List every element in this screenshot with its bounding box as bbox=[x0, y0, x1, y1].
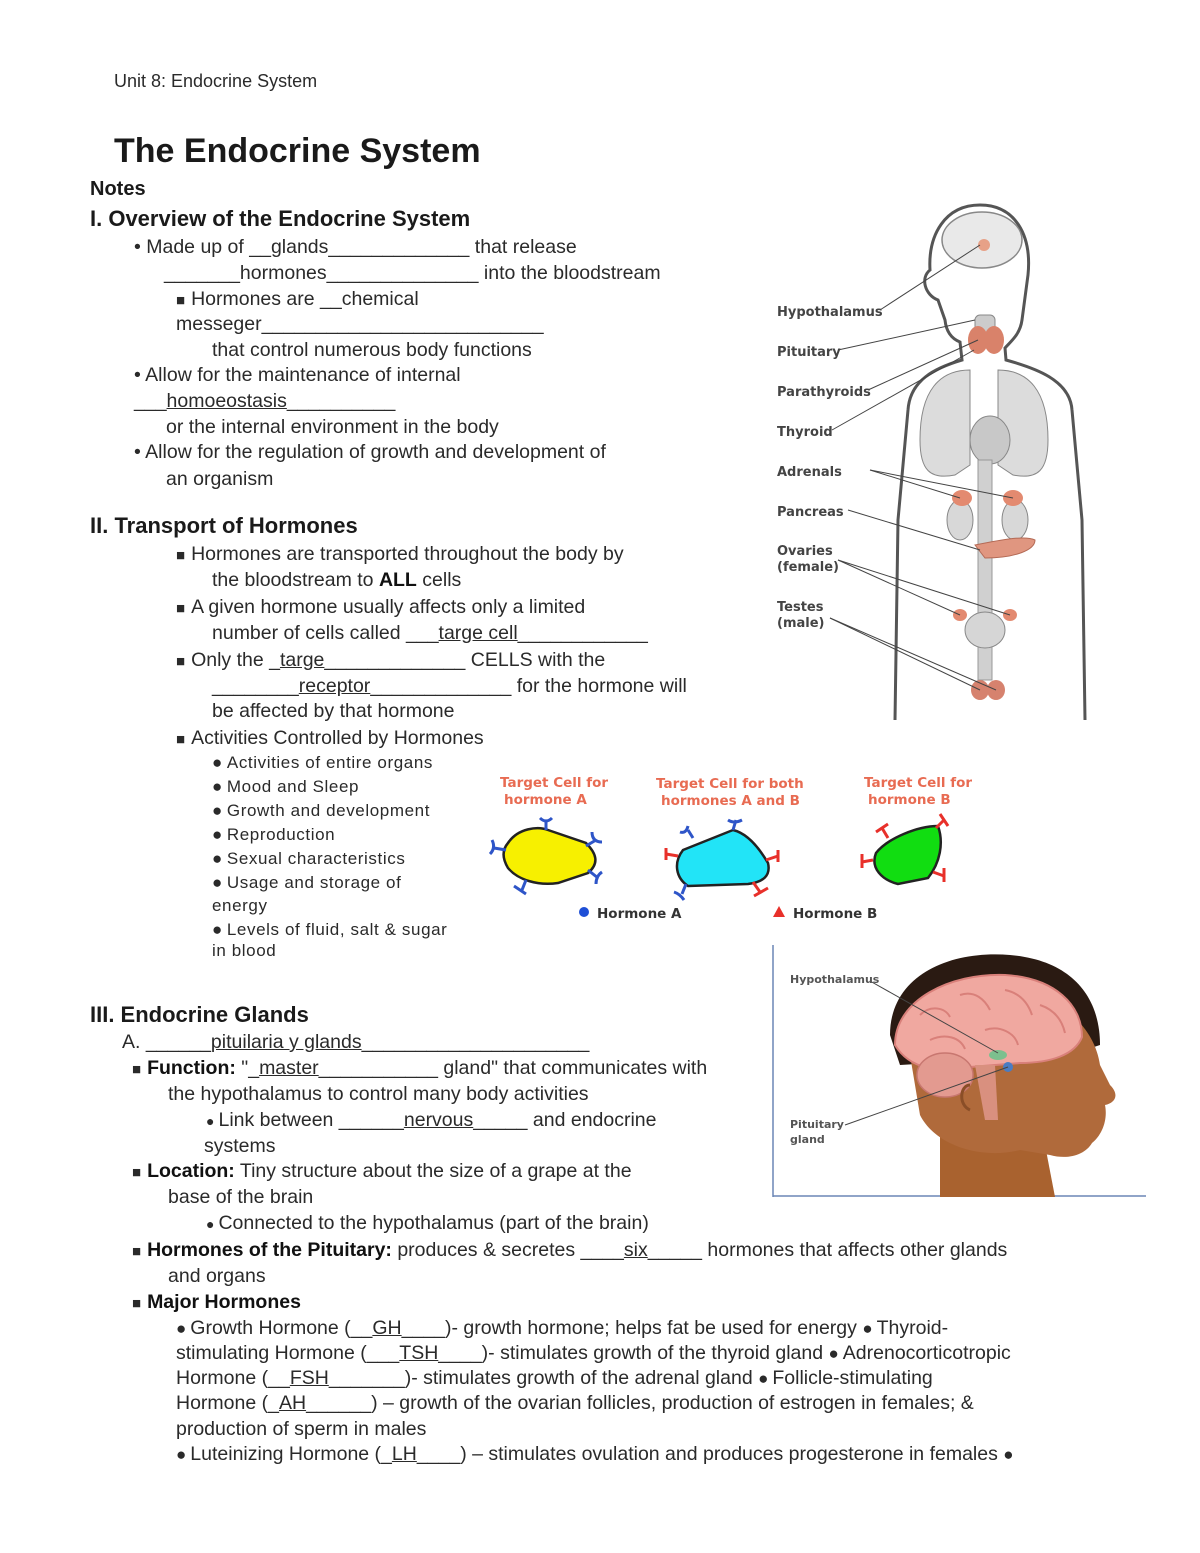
text: Growth and development bbox=[226, 801, 431, 820]
answer: FSH bbox=[289, 1367, 329, 1389]
text: Activities of entire organs bbox=[226, 753, 433, 772]
sec3-line-a bbox=[122, 1029, 589, 1055]
dot-bullet-icon: ● bbox=[206, 1113, 215, 1129]
text: Activities Controlled by Hormones bbox=[191, 727, 484, 749]
text: Follicle-stimulating bbox=[772, 1367, 933, 1389]
text: number of cells called ___ bbox=[212, 622, 439, 644]
text: Allow for the maintenance of internal bbox=[145, 364, 461, 386]
activity-item bbox=[212, 801, 430, 821]
legend-hormone-b: Hormone B bbox=[793, 906, 878, 922]
text: ____)- stimulates growth of the thyroid gland bbox=[438, 1342, 824, 1364]
sec1-line-10: an organism bbox=[166, 468, 274, 490]
sec1-line-5: that control numerous body functions bbox=[212, 339, 532, 361]
label-pituitary: Pituitary bbox=[777, 345, 841, 360]
activity-item bbox=[212, 873, 401, 893]
sec3-location-2: base of the brain bbox=[168, 1186, 314, 1208]
dot-bullet-icon: ● bbox=[212, 873, 223, 892]
section-3-heading: III. Endocrine Glands bbox=[90, 1002, 309, 1027]
sec1-line-4 bbox=[176, 311, 544, 337]
bullet-icon: • bbox=[134, 236, 141, 258]
answer: master bbox=[259, 1057, 319, 1079]
text: Link between ______ bbox=[218, 1109, 404, 1131]
answer: targe bbox=[279, 649, 325, 671]
sec2-line-7: be affected by that hormone bbox=[212, 700, 455, 722]
dot-bullet-icon: ● bbox=[212, 825, 223, 844]
text: Connected to the hypothalamus (part of the brain) bbox=[218, 1212, 649, 1234]
sec3-function-3 bbox=[206, 1107, 657, 1134]
label-thyroid: Thyroid bbox=[777, 425, 833, 440]
text: _____ and endocrine bbox=[473, 1109, 657, 1131]
label-pituitary-2: gland bbox=[790, 1133, 825, 1146]
dot-bullet-icon: ● bbox=[758, 1369, 769, 1388]
blank: _____________________ bbox=[361, 1031, 590, 1053]
text: cells bbox=[416, 569, 462, 591]
cell-a-shape bbox=[504, 828, 596, 884]
activity-item bbox=[212, 825, 335, 845]
activity-item bbox=[212, 753, 433, 773]
hormone-line-1 bbox=[176, 1315, 948, 1342]
text: the bloodstream to bbox=[212, 569, 379, 591]
answer: six bbox=[623, 1239, 648, 1261]
blank: ________ bbox=[212, 675, 299, 697]
blank: ____________ bbox=[517, 622, 648, 644]
label-testes: Testes bbox=[777, 600, 824, 615]
sec3-hormones-pituitary bbox=[132, 1237, 1007, 1265]
hormone-line-5: production of sperm in males bbox=[176, 1418, 427, 1440]
dot-bullet-icon: ● bbox=[212, 920, 223, 939]
text: Hormones are __ bbox=[191, 288, 342, 310]
text: A given hormone usually affects only a limited bbox=[191, 596, 586, 618]
hormone-a-legend-icon bbox=[579, 907, 589, 917]
square-bullet-icon: ■ bbox=[176, 731, 186, 748]
sec2-line-2 bbox=[212, 567, 461, 593]
activity-item bbox=[212, 849, 405, 869]
text: Reproduction bbox=[226, 825, 336, 844]
hormone-line-2 bbox=[176, 1340, 1011, 1367]
text: ______________ into the bloodstream bbox=[326, 262, 661, 284]
text: Hormone (_ bbox=[176, 1392, 279, 1414]
text: Hormones are transported throughout the body by bbox=[191, 543, 624, 565]
answer: TSH bbox=[399, 1342, 439, 1364]
target-cells-figure bbox=[478, 768, 998, 933]
square-bullet-icon: ■ bbox=[132, 1164, 142, 1181]
text: ____) – stimulates ovulation and produces progesterone in females bbox=[416, 1443, 998, 1465]
dot-bullet-icon: ● bbox=[828, 1344, 839, 1363]
blank: ___ bbox=[134, 390, 167, 412]
text: _____________ for the hormone will bbox=[370, 675, 687, 697]
text: stimulating Hormone (___ bbox=[176, 1342, 400, 1364]
square-bullet-icon: ■ bbox=[132, 1243, 142, 1260]
unit-header: Unit 8: Endocrine System bbox=[114, 71, 318, 91]
square-bullet-icon: ■ bbox=[132, 1295, 142, 1312]
answer: chemical bbox=[341, 288, 419, 310]
cell-both-shape bbox=[677, 830, 769, 886]
notes-label: Notes bbox=[90, 178, 146, 200]
text: Sexual characteristics bbox=[226, 849, 406, 868]
label-male: (male) bbox=[777, 616, 825, 631]
answer: homoeostasis bbox=[166, 390, 287, 412]
sec2-line-4 bbox=[212, 620, 648, 646]
head-pituitary-figure bbox=[770, 945, 1148, 1199]
label-parathyroids: Parathyroids bbox=[777, 385, 871, 400]
bullet-icon: • bbox=[134, 441, 141, 463]
sec2-line-3 bbox=[176, 594, 585, 622]
dot-bullet-icon: ● bbox=[176, 1319, 187, 1338]
text: _______ bbox=[164, 262, 240, 284]
text: Tiny structure about the size of a grape at the bbox=[234, 1160, 632, 1182]
text: Luteinizing Hormone (_ bbox=[190, 1443, 392, 1465]
dot-bullet-icon: ● bbox=[212, 849, 223, 868]
text: Made up of __ bbox=[146, 236, 271, 258]
answer: pituilaria y glands bbox=[210, 1031, 362, 1053]
sec3-location-3 bbox=[206, 1210, 649, 1237]
blank: __________________________ bbox=[261, 313, 544, 335]
dot-bullet-icon: ● bbox=[862, 1319, 873, 1338]
text: Hormone (__ bbox=[176, 1367, 290, 1389]
square-bullet-icon: ■ bbox=[176, 292, 186, 309]
legend-hormone-a: Hormone A bbox=[597, 906, 682, 922]
dot-bullet-icon: ● bbox=[212, 801, 223, 820]
answer: AH bbox=[278, 1392, 307, 1414]
hormone-line-6 bbox=[176, 1441, 1018, 1468]
hormone-b-legend-icon bbox=[773, 906, 785, 917]
label: Function: bbox=[147, 1057, 236, 1079]
hormone-line-3 bbox=[176, 1365, 933, 1392]
cell-both-caption-1: Target Cell for both bbox=[656, 776, 804, 792]
sec1-line-3 bbox=[176, 286, 419, 314]
section-2-heading: II. Transport of Hormones bbox=[90, 513, 358, 538]
cell-a-caption-2: hormone A bbox=[504, 792, 587, 808]
sec1-line-1 bbox=[134, 234, 577, 260]
text: Usage and storage of bbox=[226, 873, 402, 892]
endocrine-body-figure bbox=[770, 200, 1100, 720]
sec3-function bbox=[132, 1055, 707, 1083]
cell-a-caption-1: Target Cell for bbox=[500, 775, 609, 791]
label-pituitary-1: Pituitary bbox=[790, 1118, 844, 1131]
text: ______) – growth of the ovarian follicles, production of estrogen in females; & bbox=[306, 1392, 974, 1414]
text: Growth Hormone (__ bbox=[190, 1317, 373, 1339]
label: Hormones of the Pituitary: bbox=[147, 1239, 392, 1261]
sec3-major-hormones bbox=[132, 1289, 301, 1317]
sec1-line-7 bbox=[134, 388, 395, 414]
page-title: The Endocrine System bbox=[114, 132, 481, 170]
text: Thyroid- bbox=[876, 1317, 949, 1339]
emphasis: ALL bbox=[378, 569, 417, 591]
label-ovaries: Ovaries bbox=[777, 544, 833, 559]
answer: hormones bbox=[239, 262, 327, 284]
label-hypothalamus: Hypothalamus bbox=[790, 973, 880, 986]
text: ___________ gland" that communicates with bbox=[318, 1057, 708, 1079]
answer: messeger bbox=[176, 313, 262, 335]
activity-item bbox=[212, 777, 359, 797]
text: produces & secretes ____ bbox=[391, 1239, 624, 1261]
text: _____ hormones that affects other glands bbox=[647, 1239, 1008, 1261]
text: _______)- stimulates growth of the adrenal gland bbox=[328, 1367, 753, 1389]
square-bullet-icon: ■ bbox=[132, 1061, 142, 1078]
activity-item bbox=[212, 920, 447, 940]
dot-bullet-icon: ● bbox=[1003, 1445, 1014, 1464]
cell-b-caption-1: Target Cell for bbox=[864, 775, 973, 791]
answer: glands bbox=[270, 236, 329, 258]
sec1-line-9 bbox=[134, 439, 606, 465]
sec2-line-6 bbox=[212, 673, 687, 699]
text: _____________ CELLS with the bbox=[324, 649, 606, 671]
text: ____)- growth hormone; helps fat be used for energy bbox=[401, 1317, 857, 1339]
text: A. ______ bbox=[122, 1031, 211, 1053]
section-1-heading: I. Overview of the Endocrine System bbox=[90, 206, 471, 231]
label-pancreas: Pancreas bbox=[777, 505, 844, 520]
text: Allow for the regulation of growth and development of bbox=[145, 441, 606, 463]
sec2-line-8 bbox=[176, 725, 484, 753]
text: Only the _ bbox=[191, 649, 280, 671]
answer: nervous bbox=[403, 1109, 474, 1131]
answer: LH bbox=[391, 1443, 417, 1465]
sec3-location bbox=[132, 1158, 632, 1186]
text: Mood and Sleep bbox=[226, 777, 360, 796]
text: Adrenocorticotropic bbox=[842, 1342, 1011, 1364]
blank: __________ bbox=[286, 390, 396, 412]
answer: targe cell bbox=[438, 622, 518, 644]
label-adrenals: Adrenals bbox=[777, 465, 842, 480]
dot-bullet-icon: ● bbox=[212, 777, 223, 796]
hypothalamus-icon bbox=[989, 1050, 1007, 1060]
activity-item-cont: energy bbox=[212, 896, 268, 915]
sec3-hormones-pituitary-2: and organs bbox=[168, 1265, 266, 1287]
hormone-line-4 bbox=[176, 1390, 974, 1416]
square-bullet-icon: ■ bbox=[176, 600, 186, 617]
sec1-line-6 bbox=[134, 362, 461, 388]
cerebellum-shape bbox=[917, 1053, 973, 1097]
sec2-line-1 bbox=[176, 541, 624, 569]
sec1-line-2 bbox=[164, 260, 661, 286]
answer: GH bbox=[372, 1317, 402, 1339]
cell-both-caption-2: hormones A and B bbox=[661, 793, 800, 809]
dot-bullet-icon: ● bbox=[212, 753, 223, 772]
text: _____________ that release bbox=[328, 236, 577, 258]
activity-item-cont: in blood bbox=[212, 941, 277, 960]
dot-bullet-icon: ● bbox=[206, 1216, 215, 1232]
dot-bullet-icon: ● bbox=[176, 1445, 187, 1464]
label-female: (female) bbox=[777, 560, 839, 575]
answer: receptor bbox=[298, 675, 371, 697]
sec1-line-8: or the internal environment in the body bbox=[166, 416, 499, 438]
square-bullet-icon: ■ bbox=[176, 547, 186, 564]
label: Location: bbox=[147, 1160, 235, 1182]
label-hypothalamus: Hypothalamus bbox=[777, 305, 883, 320]
label: Major Hormones bbox=[147, 1291, 301, 1313]
square-bullet-icon: ■ bbox=[176, 653, 186, 670]
cell-b-caption-2: hormone B bbox=[868, 792, 951, 808]
bullet-icon: • bbox=[134, 364, 141, 386]
text: Levels of fluid, salt & sugar bbox=[226, 920, 448, 939]
sec3-function-2: the hypothalamus to control many body activities bbox=[168, 1083, 589, 1105]
sec2-line-5 bbox=[176, 647, 605, 675]
text: "_ bbox=[235, 1057, 260, 1079]
sec3-function-4: systems bbox=[204, 1135, 276, 1157]
